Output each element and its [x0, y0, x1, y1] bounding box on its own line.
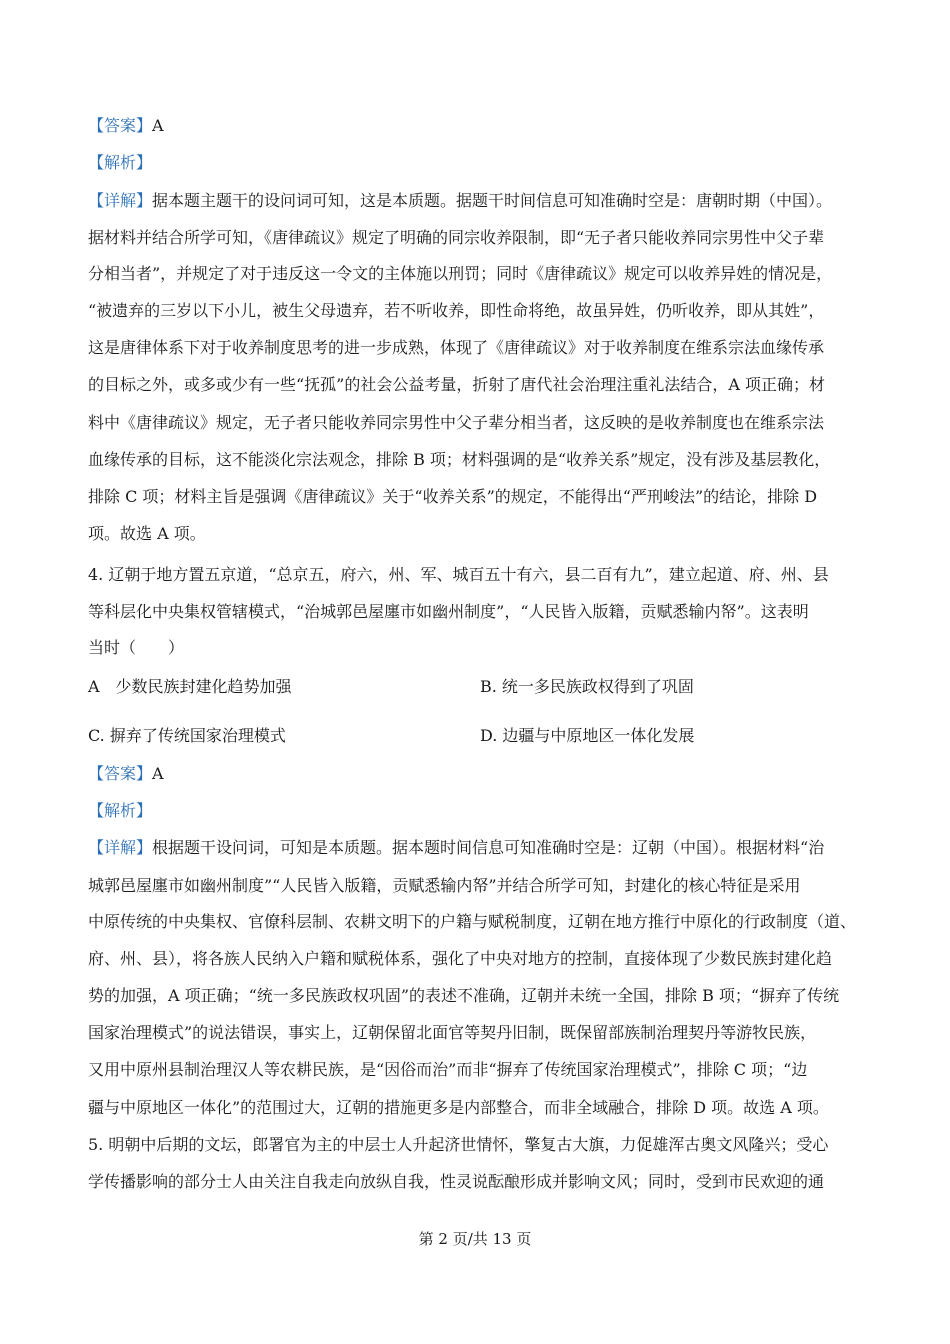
q3-detail-line: “被遗弃的三岁以下小儿，被生父母遗弃，若不听收养，即性命将绝，故虽异姓，仍听收养，即从其姓”， [88, 301, 825, 320]
answer-value: A [152, 764, 164, 783]
q3-detail-line: 项。故选 A 项。 [88, 524, 206, 543]
detail-text: 据本题主题干的设问词可知，这是本质题。据题干时间信息可知准确时空是：唐朝时期（中国）。 [152, 191, 833, 210]
detail-tag: 【详解】 [88, 191, 153, 210]
detail-tag: 【详解】 [88, 838, 153, 857]
q4-option-c: C. 摒弃了传统国家治理模式 [88, 726, 286, 745]
q4-detail-line: 中原传统的中央集权、官僚科层制、农耕文明下的户籍与赋税制度，辽朝在地方推行中原化的行政制度（道、 [88, 912, 857, 931]
q3-analysis-heading [88, 153, 878, 173]
answer-tag: 【答案】 [88, 116, 153, 135]
q4-detail-line: 府、州、县），将各族人民纳入户籍和赋税体系，强化了中央对地方的控制，直接体现了少数民族封建化趋 [88, 949, 833, 968]
q4-answer [88, 764, 878, 784]
q4-stem-line: 当时（ ） [88, 638, 185, 657]
q4-option-b: B. 统一多民族政权得到了巩固 [480, 677, 694, 696]
q4-detail-line: 势的加强，A 项正确；“统一多民族政权巩固”的表述不准确，辽朝并未统一全国，排除 B 项；“摒弃了传统 [88, 986, 840, 1005]
q4-detail-line: 又用中原州县制治理汉人等农耕民族，是“因俗而治”而非“摒弃了传统国家治理模式”，排除 C 项；“边 [88, 1060, 808, 1079]
q4-detail-line: 国家治理模式”的说法错误，事实上，辽朝保留北面官等契丹旧制，既保留部族制治理契丹等游牧民族， [88, 1023, 817, 1042]
q3-detail-line: 料中《唐律疏议》规定，无子者只能收养同宗男性中父子辈分相当者，这反映的是收养制度也在维系宗法 [88, 413, 825, 432]
q3-detail-line: 血缘传承的目标，这不能淡化宗法观念，排除 B 项；材料强调的是“收养关系”规定，没有涉及基层教化， [88, 450, 831, 469]
q4-detail-line: 疆与中原地区一体化”的范围过大，辽朝的措施更多是内部整合，而非全域融合，排除 D 项。故选 A 项。 [88, 1098, 829, 1117]
q4-stem-line: 4. 辽朝于地方置五京道，“总京五，府六，州、军、城百五十有六，县二百有九”，建立起道、府、州、县 [88, 565, 829, 584]
q3-detail-line: 分相当者”，并规定了对于违反这一令文的主体施以刑罚；同时《唐律疏议》规定可以收养异姓的情况是， [88, 264, 833, 283]
q5-stem-line: 学传播影响的部分士人由关注自我走向放纵自我，性灵说酝酿形成并影响文风；同时，受到市民欢迎的通 [88, 1172, 825, 1191]
answer-value: A [152, 116, 164, 135]
q4-detail-line: 城郭邑屋廛市如幽州制度”“人民皆入版籍，贡赋悉输内帑”并结合所学可知，封建化的核心特征是采用 [88, 876, 801, 895]
q5-stem-line: 5. 明朝中后期的文坛，郎署官为主的中层士人升起济世情怀，擎复古大旗，力促雄浑古奥文风隆兴；受心 [88, 1135, 829, 1154]
q3-answer [88, 116, 878, 136]
q3-detail-line: 据材料并结合所学可知，《唐律疏议》规定了明确的同宗收养限制，即“无子者只能收养同宗男性中父子辈 [88, 228, 825, 247]
q3-detail-line [88, 191, 878, 211]
q4-option-d: D. 边疆与中原地区一体化发展 [480, 726, 695, 745]
detail-text: 根据题干设问词，可知是本质题。据本题时间信息可知准确时空是：辽朝（中国）。根据材料“治 [152, 838, 825, 857]
q3-detail-line: 这是唐律体系下对于收养制度思考的进一步成熟，体现了《唐律疏议》对于收养制度在维系宗法血缘传承 [88, 338, 825, 357]
page-footer: 第 2 页/共 13 页 [418, 1230, 532, 1248]
analysis-tag: 【解析】 [88, 153, 153, 172]
q4-detail-line [88, 838, 878, 858]
q4-analysis-heading [88, 801, 878, 821]
q3-detail-line: 排除 C 项；材料主旨是强调《唐律疏议》关于“收养关系”的规定，不能得出“严刑峻法”的结论，排除 D [88, 487, 818, 506]
q4-option-a: A 少数民族封建化趋势加强 [88, 677, 292, 696]
answer-tag: 【答案】 [88, 764, 153, 783]
q3-detail-line: 的目标之外，或多或少有一些“抚孤”的社会公益考量，折射了唐代社会治理注重礼法结合，A 项正确；材 [88, 375, 826, 394]
analysis-tag: 【解析】 [88, 801, 153, 820]
q4-stem-line: 等科层化中央集权管辖模式，“治城郭邑屋廛市如幽州制度”，“人民皆入版籍，贡赋悉输内帑”。这表明 [88, 602, 809, 621]
